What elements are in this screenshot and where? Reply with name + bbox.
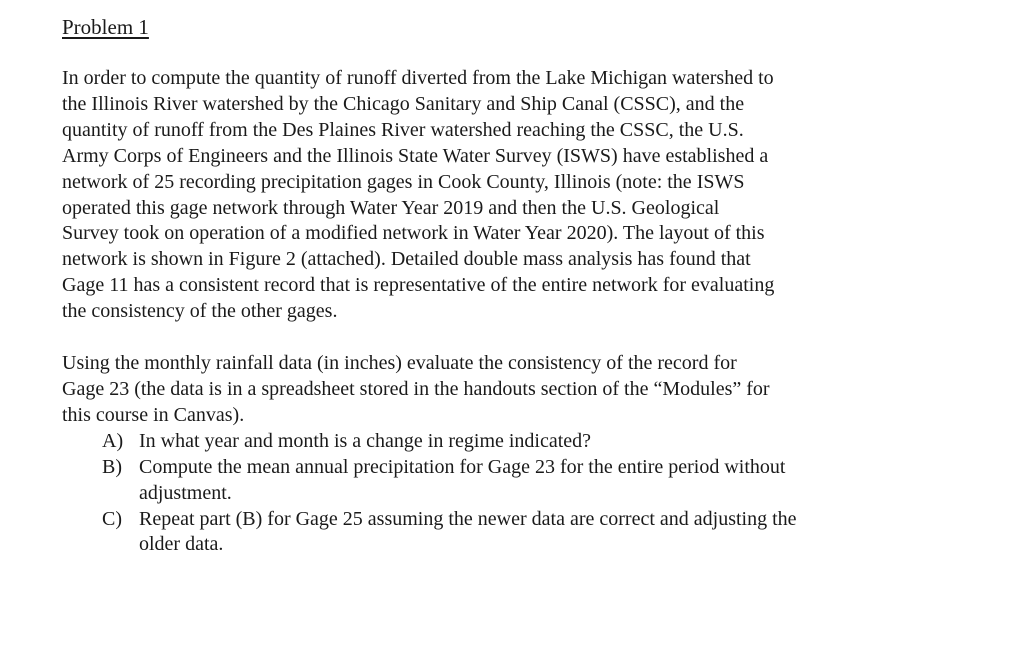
paragraph-line: network of 25 recording precipitation gages in Cook County, Illinois (note: the ISWS <box>62 170 745 193</box>
paragraph-line: Gage 11 has a consistent record that is representative of the entire network for evaluating <box>62 274 775 297</box>
paragraph-line: the consistency of the other gages. <box>62 300 338 323</box>
paragraph-line: Gage 23 (the data is in a spreadsheet stored in the handouts section of the “Modules” for <box>62 377 770 400</box>
question-line: Compute the mean annual precipitation for Gage 23 for the entire period without <box>139 455 786 478</box>
paragraph-line: operated this gage network through Water Year 2019 and then the U.S. Geological <box>62 196 720 219</box>
question-line: In what year and month is a change in regime indicated? <box>139 429 592 452</box>
paragraph-line: Using the monthly rainfall data (in inches) evaluate the consistency of the record for <box>62 352 737 375</box>
paragraph-line: In order to compute the quantity of runoff diverted from the Lake Michigan watershed to <box>62 67 774 89</box>
task-paragraph <box>62 351 962 429</box>
question-item-c <box>62 507 962 559</box>
paragraph-line: quantity of runoff from the Des Plaines River watershed reaching the CSSC, the U.S. <box>62 118 744 141</box>
question-marker: A) <box>102 429 124 452</box>
question-line: older data. <box>139 533 224 556</box>
paragraph-line: the Illinois River watershed by the Chicago Sanitary and Ship Canal (CSSC), and the <box>62 92 745 115</box>
intro-paragraph <box>62 66 962 325</box>
question-marker: C) <box>102 507 122 530</box>
question-list <box>62 429 962 559</box>
paragraph-line: network is shown in Figure 2 (attached). Detailed double mass analysis has found that <box>62 248 751 271</box>
paragraph-line: this course in Canvas). <box>62 403 245 426</box>
question-line: adjustment. <box>139 481 232 504</box>
question-line: Repeat part (B) for Gage 25 assuming the newer data are correct and adjusting the <box>139 507 797 530</box>
question-item-a <box>62 429 962 455</box>
question-marker: B) <box>102 455 122 478</box>
question-item-b <box>62 455 962 507</box>
paragraph-line: Army Corps of Engineers and the Illinois State Water Survey (ISWS) have established a <box>62 144 769 167</box>
problem-title: Problem 1 <box>62 15 149 39</box>
paragraph-line: Survey took on operation of a modified network in Water Year 2020). The layout of this <box>62 222 765 245</box>
document-page <box>62 14 962 558</box>
